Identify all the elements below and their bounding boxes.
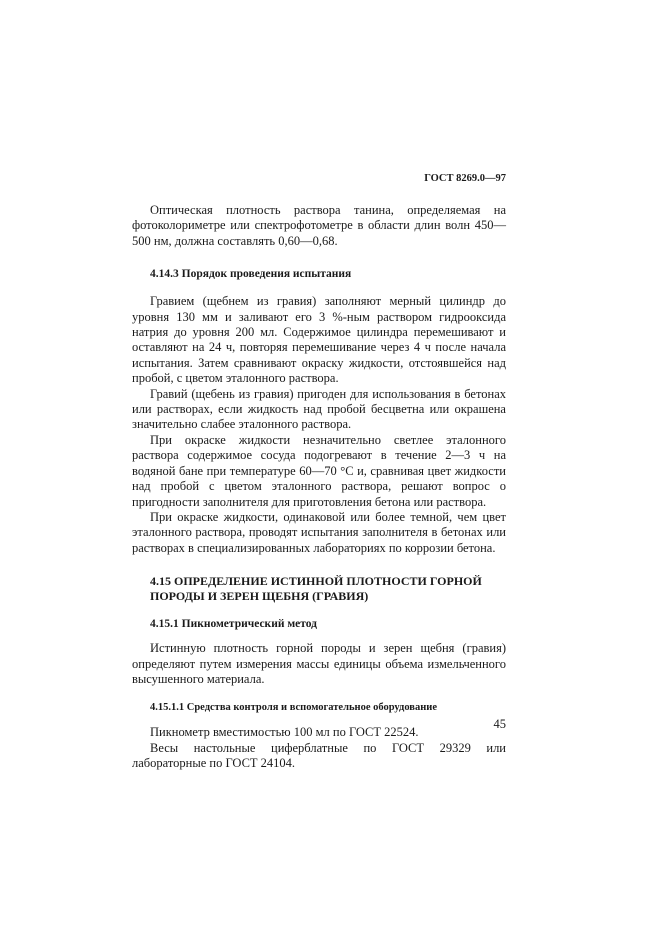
paragraph: Весы настольные циферблатные по ГОСТ 29329 или лабораторные по ГОСТ 24104. (132, 740, 506, 771)
paragraph: При окраске жидкости, одинаковой или более темной, чем цвет эталонного раствора, проводят испытания заполнителя в бетонах или растворах в специализированных лабораториях по коррозии бетона. (132, 509, 506, 555)
section-body-4-14-3 (132, 294, 506, 556)
paragraph: Гравием (щебнем из гравия) заполняют мерный цилиндр до уровня 130 мм и заливают его 3 %-ным раствором гидрооксида натрия до уровня 200 мл. Содержимое цилиндра перемешивают и оставляют на 24 ч, повторяя перемешивание через 4 ч после начала испытания. Затем сравнивают окраску жидкости, отстоявшейся над пробой, с цветом эталонного раствора. (132, 294, 506, 386)
page-number: 45 (493, 717, 506, 731)
document-code: ГОСТ 8269.0—97 (424, 173, 506, 184)
paragraph: При окраске жидкости незначительно светлее эталонного раствора содержимое сосуда подогревают в течение 2—3 ч на водяной бане при температуре 60—70 °С и, сравнивая цвет жидкости над пробой с цветом эталонного раствора, решают вопрос о пригодности заполнителя для приготовления бетона или раствора. (132, 432, 506, 509)
intro-paragraph: Оптическая плотность раствора танина, определяемая на фотоколориметре или спектрофотометре в области длин волн 450—500 нм, должна составлять 0,60—0,68. (132, 203, 506, 248)
section-heading-line: ПОРОДЫ И ЗЕРЕН ЩЕБНЯ (ГРАВИЯ) (150, 588, 369, 603)
section-heading-4-14-3: 4.14.3 Порядок проведения испытания (150, 268, 352, 281)
section-heading-4-15-1: 4.15.1 Пикнометрический метод (150, 618, 317, 631)
paragraph: Гравий (щебень из гравия) пригоден для использования в бетонах или растворах, если жидкость над пробой бесцветна или окрашена значительно слабее эталонного раствора. (132, 386, 506, 432)
section-heading-4-15-1-1: 4.15.1.1 Средства контроля и вспомогательное оборудование (150, 702, 437, 714)
page-content (132, 203, 506, 772)
paragraph: Истинную плотность горной породы и зерен щебня (гравия) определяют путем измерения массы единицы объема измельченного высушенного материала. (132, 641, 506, 686)
paragraph: Пикнометр вместимостью 100 мл по ГОСТ 22524. (150, 725, 419, 740)
section-heading-4-15 (150, 574, 506, 603)
section-heading-line: 4.15 ОПРЕДЕЛЕНИЕ ИСТИННОЙ ПЛОТНОСТИ ГОРНОЙ (150, 574, 482, 589)
